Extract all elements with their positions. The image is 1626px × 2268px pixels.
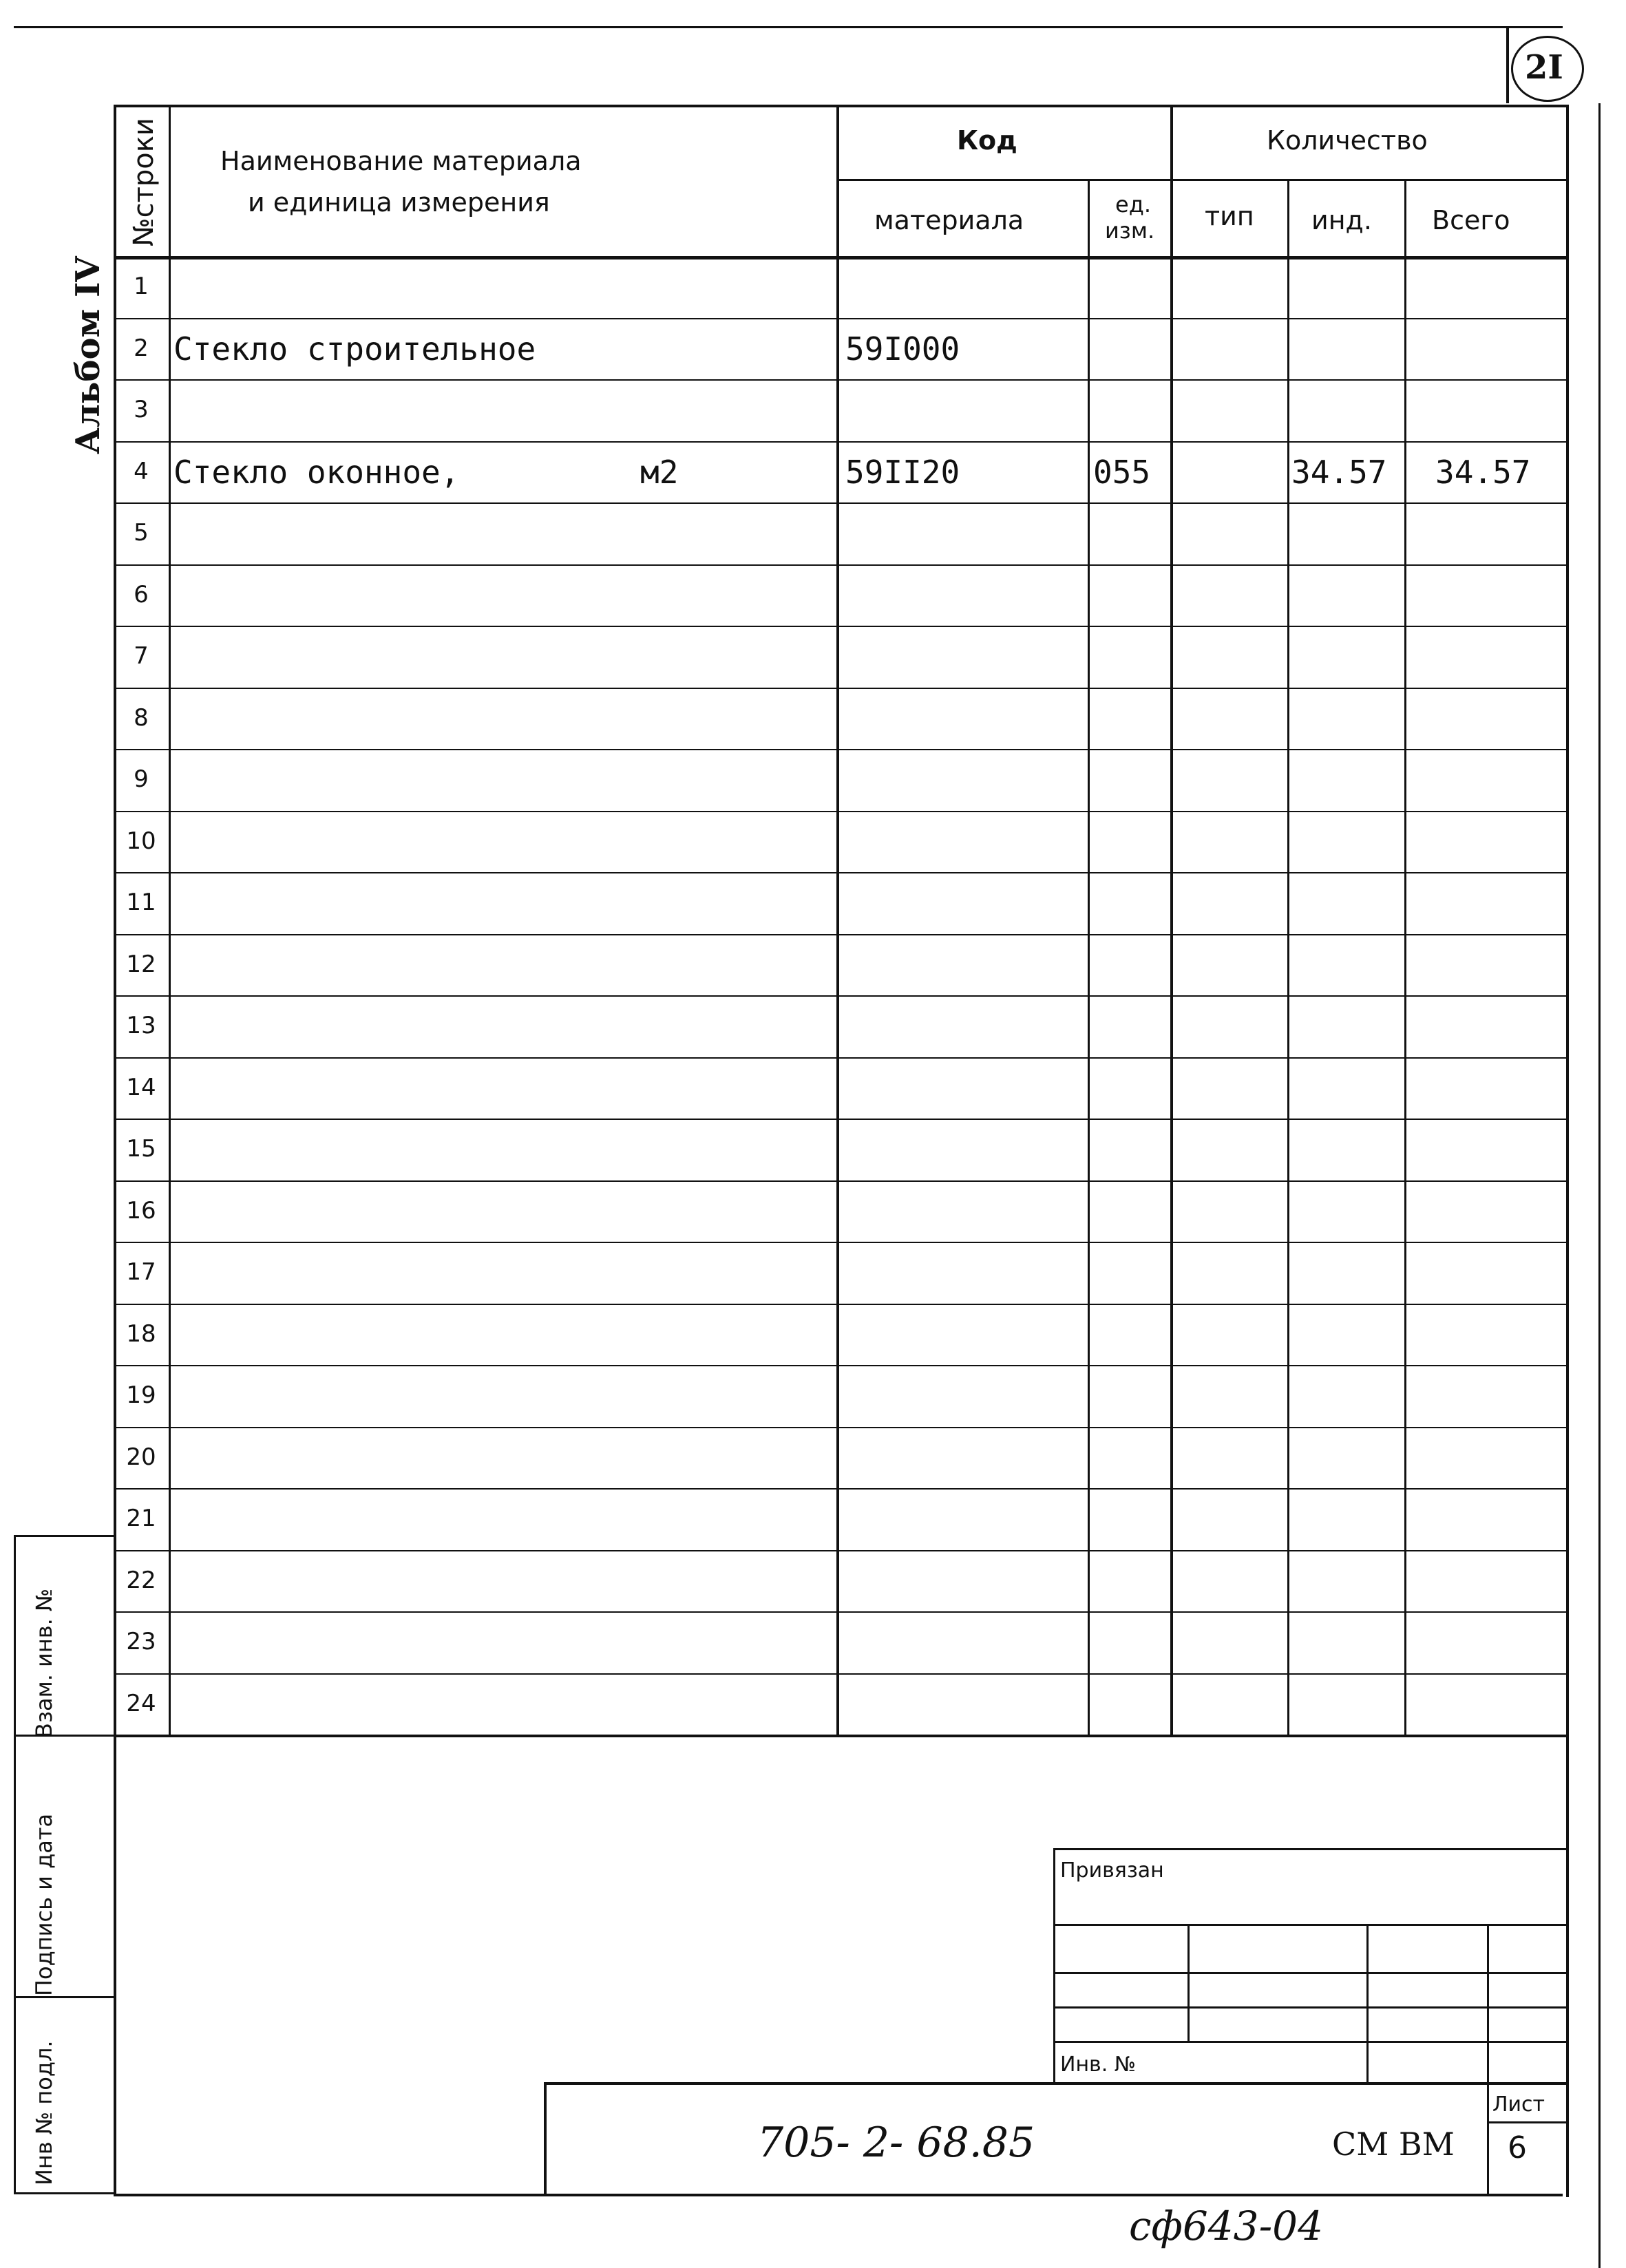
row-number: 7 bbox=[134, 642, 149, 670]
side-label-inv-podl: Инв № подл. bbox=[31, 2040, 57, 2185]
row-number: 11 bbox=[126, 889, 156, 916]
grid-v-line bbox=[1566, 105, 1569, 2197]
stamp-v-line bbox=[1053, 1848, 1055, 2082]
row-ind: 34.57 bbox=[1291, 454, 1387, 491]
row-unit-code: 055 bbox=[1093, 454, 1151, 491]
header-typ: тип bbox=[1205, 201, 1254, 231]
grid-h-line bbox=[114, 995, 1566, 997]
row-number: 2 bbox=[134, 335, 149, 362]
row-number: 16 bbox=[126, 1197, 156, 1225]
grid-h-line bbox=[114, 564, 1566, 566]
grid-h-line bbox=[14, 1535, 114, 1537]
grid-h-line bbox=[114, 626, 1566, 627]
grid-h-line bbox=[836, 179, 1566, 181]
stamp-h-line bbox=[1053, 2006, 1566, 2009]
grid-h-line bbox=[14, 1735, 114, 1737]
grid-v-line bbox=[114, 105, 116, 2194]
row-name: Стекло строительное bbox=[173, 330, 536, 368]
row-name: Стекло оконное, bbox=[173, 454, 460, 491]
row-number: 5 bbox=[134, 519, 149, 547]
grid-v-line bbox=[1170, 105, 1173, 1735]
grid-v-line bbox=[169, 105, 171, 1735]
grid-h-line bbox=[114, 318, 1566, 319]
row-number: 9 bbox=[134, 765, 149, 793]
stamp-mark: СМ ВМ bbox=[1332, 2126, 1455, 2163]
header-unit-line1: ед. bbox=[1115, 191, 1151, 218]
header-unit-line2: изм. bbox=[1105, 218, 1155, 244]
stamp-h-line bbox=[1053, 1924, 1566, 1926]
grid-h-line bbox=[114, 1119, 1566, 1120]
header-row-no: №строки bbox=[128, 118, 160, 246]
row-number: 8 bbox=[134, 704, 149, 732]
grid-v-line bbox=[1088, 179, 1090, 1735]
row-number: 17 bbox=[126, 1258, 156, 1286]
side-label-vzam: Взам. инв. № bbox=[31, 1588, 57, 1738]
stamp-sheet-label: Лист bbox=[1492, 2092, 1545, 2117]
grid-h-line bbox=[114, 1304, 1566, 1305]
row-number: 1 bbox=[134, 273, 149, 300]
row-number: 12 bbox=[126, 951, 156, 978]
row-number: 3 bbox=[134, 396, 149, 423]
row-number: 10 bbox=[126, 827, 156, 855]
stamp-v-line bbox=[1187, 1924, 1190, 2041]
page-number: 2I bbox=[1525, 48, 1563, 87]
grid-h-line bbox=[114, 379, 1566, 381]
grid-h-line bbox=[114, 1180, 1566, 1182]
stamp-privyazan: Привязан bbox=[1060, 1858, 1164, 1883]
grid-h-line bbox=[114, 1611, 1566, 1613]
row-number: 15 bbox=[126, 1135, 156, 1163]
grid-h-line bbox=[114, 749, 1566, 750]
row-code: 59I000 bbox=[845, 330, 960, 368]
stamp-h-line bbox=[1053, 2041, 1566, 2043]
row-number: 14 bbox=[126, 1074, 156, 1101]
stamp-v-line bbox=[544, 2082, 547, 2194]
grid-h-line bbox=[114, 1057, 1566, 1059]
row-number: 4 bbox=[134, 458, 149, 485]
row-number: 13 bbox=[126, 1012, 156, 1039]
grid-h-line bbox=[114, 811, 1566, 812]
grid-h-line bbox=[114, 1365, 1566, 1366]
grid-h-line bbox=[114, 1550, 1566, 1551]
album-label: Альбом IV bbox=[69, 256, 107, 454]
grid-h-line bbox=[114, 105, 1566, 107]
row-number: 19 bbox=[126, 1381, 156, 1409]
stamp-inv-no: Инв. № bbox=[1060, 2053, 1137, 2077]
grid-h-line bbox=[114, 441, 1566, 443]
row-number: 21 bbox=[126, 1505, 156, 1532]
header-material: материала bbox=[874, 205, 1024, 235]
row-code: 59II20 bbox=[845, 454, 960, 491]
stamp-sheet-no: 6 bbox=[1508, 2130, 1527, 2165]
row-number: 22 bbox=[126, 1567, 156, 1594]
grid-h-line bbox=[114, 934, 1566, 935]
header-quantity: Количество bbox=[1267, 125, 1428, 156]
stamp-h-line bbox=[1053, 1972, 1566, 1974]
stamp-h-line bbox=[1487, 2121, 1566, 2123]
header-code: Код bbox=[957, 125, 1017, 156]
header-name-line2: и единица измерения bbox=[248, 187, 550, 218]
grid-h-line bbox=[14, 2192, 114, 2194]
row-number: 6 bbox=[134, 581, 149, 608]
grid-v-line bbox=[1287, 179, 1289, 1735]
stamp-doc-number: 705- 2- 68.85 bbox=[757, 2119, 1035, 2167]
grid-v-line bbox=[836, 105, 839, 1735]
grid-h-line bbox=[114, 256, 1566, 259]
side-label-podpis: Подпись и дата bbox=[31, 1813, 57, 1996]
row-number: 24 bbox=[126, 1690, 156, 1717]
header-name-line1: Наименование материала bbox=[220, 146, 582, 176]
right-border bbox=[1598, 103, 1601, 2268]
grid-h-line bbox=[114, 502, 1566, 504]
top-border bbox=[14, 26, 1563, 28]
stamp-v-line bbox=[1487, 1924, 1489, 2194]
row-number: 23 bbox=[126, 1628, 156, 1655]
row-number: 20 bbox=[126, 1443, 156, 1471]
stamp-v-line bbox=[1366, 1924, 1369, 2082]
footer-code: сф643-04 bbox=[1129, 2203, 1323, 2249]
grid-h-line bbox=[114, 1242, 1566, 1243]
corner-rule bbox=[1506, 28, 1509, 103]
grid-h-line bbox=[114, 872, 1566, 873]
grid-h-line bbox=[114, 688, 1566, 689]
header-total: Всего bbox=[1432, 205, 1510, 235]
grid-h-line bbox=[114, 1673, 1566, 1675]
row-total: 34.57 bbox=[1435, 454, 1531, 491]
grid-h-line bbox=[14, 1996, 114, 1998]
grid-h-line bbox=[114, 1488, 1566, 1490]
grid-h-line bbox=[114, 1735, 1566, 1737]
grid-v-line bbox=[14, 1535, 16, 2194]
stamp-h-line bbox=[1053, 1848, 1566, 1850]
grid-v-line bbox=[1404, 179, 1406, 1735]
header-ind: инд. bbox=[1311, 205, 1372, 235]
row-unit: м2 bbox=[640, 454, 679, 491]
grid-h-line bbox=[114, 1427, 1566, 1428]
bottom-border bbox=[114, 2194, 1563, 2196]
stamp-h-line bbox=[544, 2082, 1566, 2085]
row-number: 18 bbox=[126, 1320, 156, 1348]
